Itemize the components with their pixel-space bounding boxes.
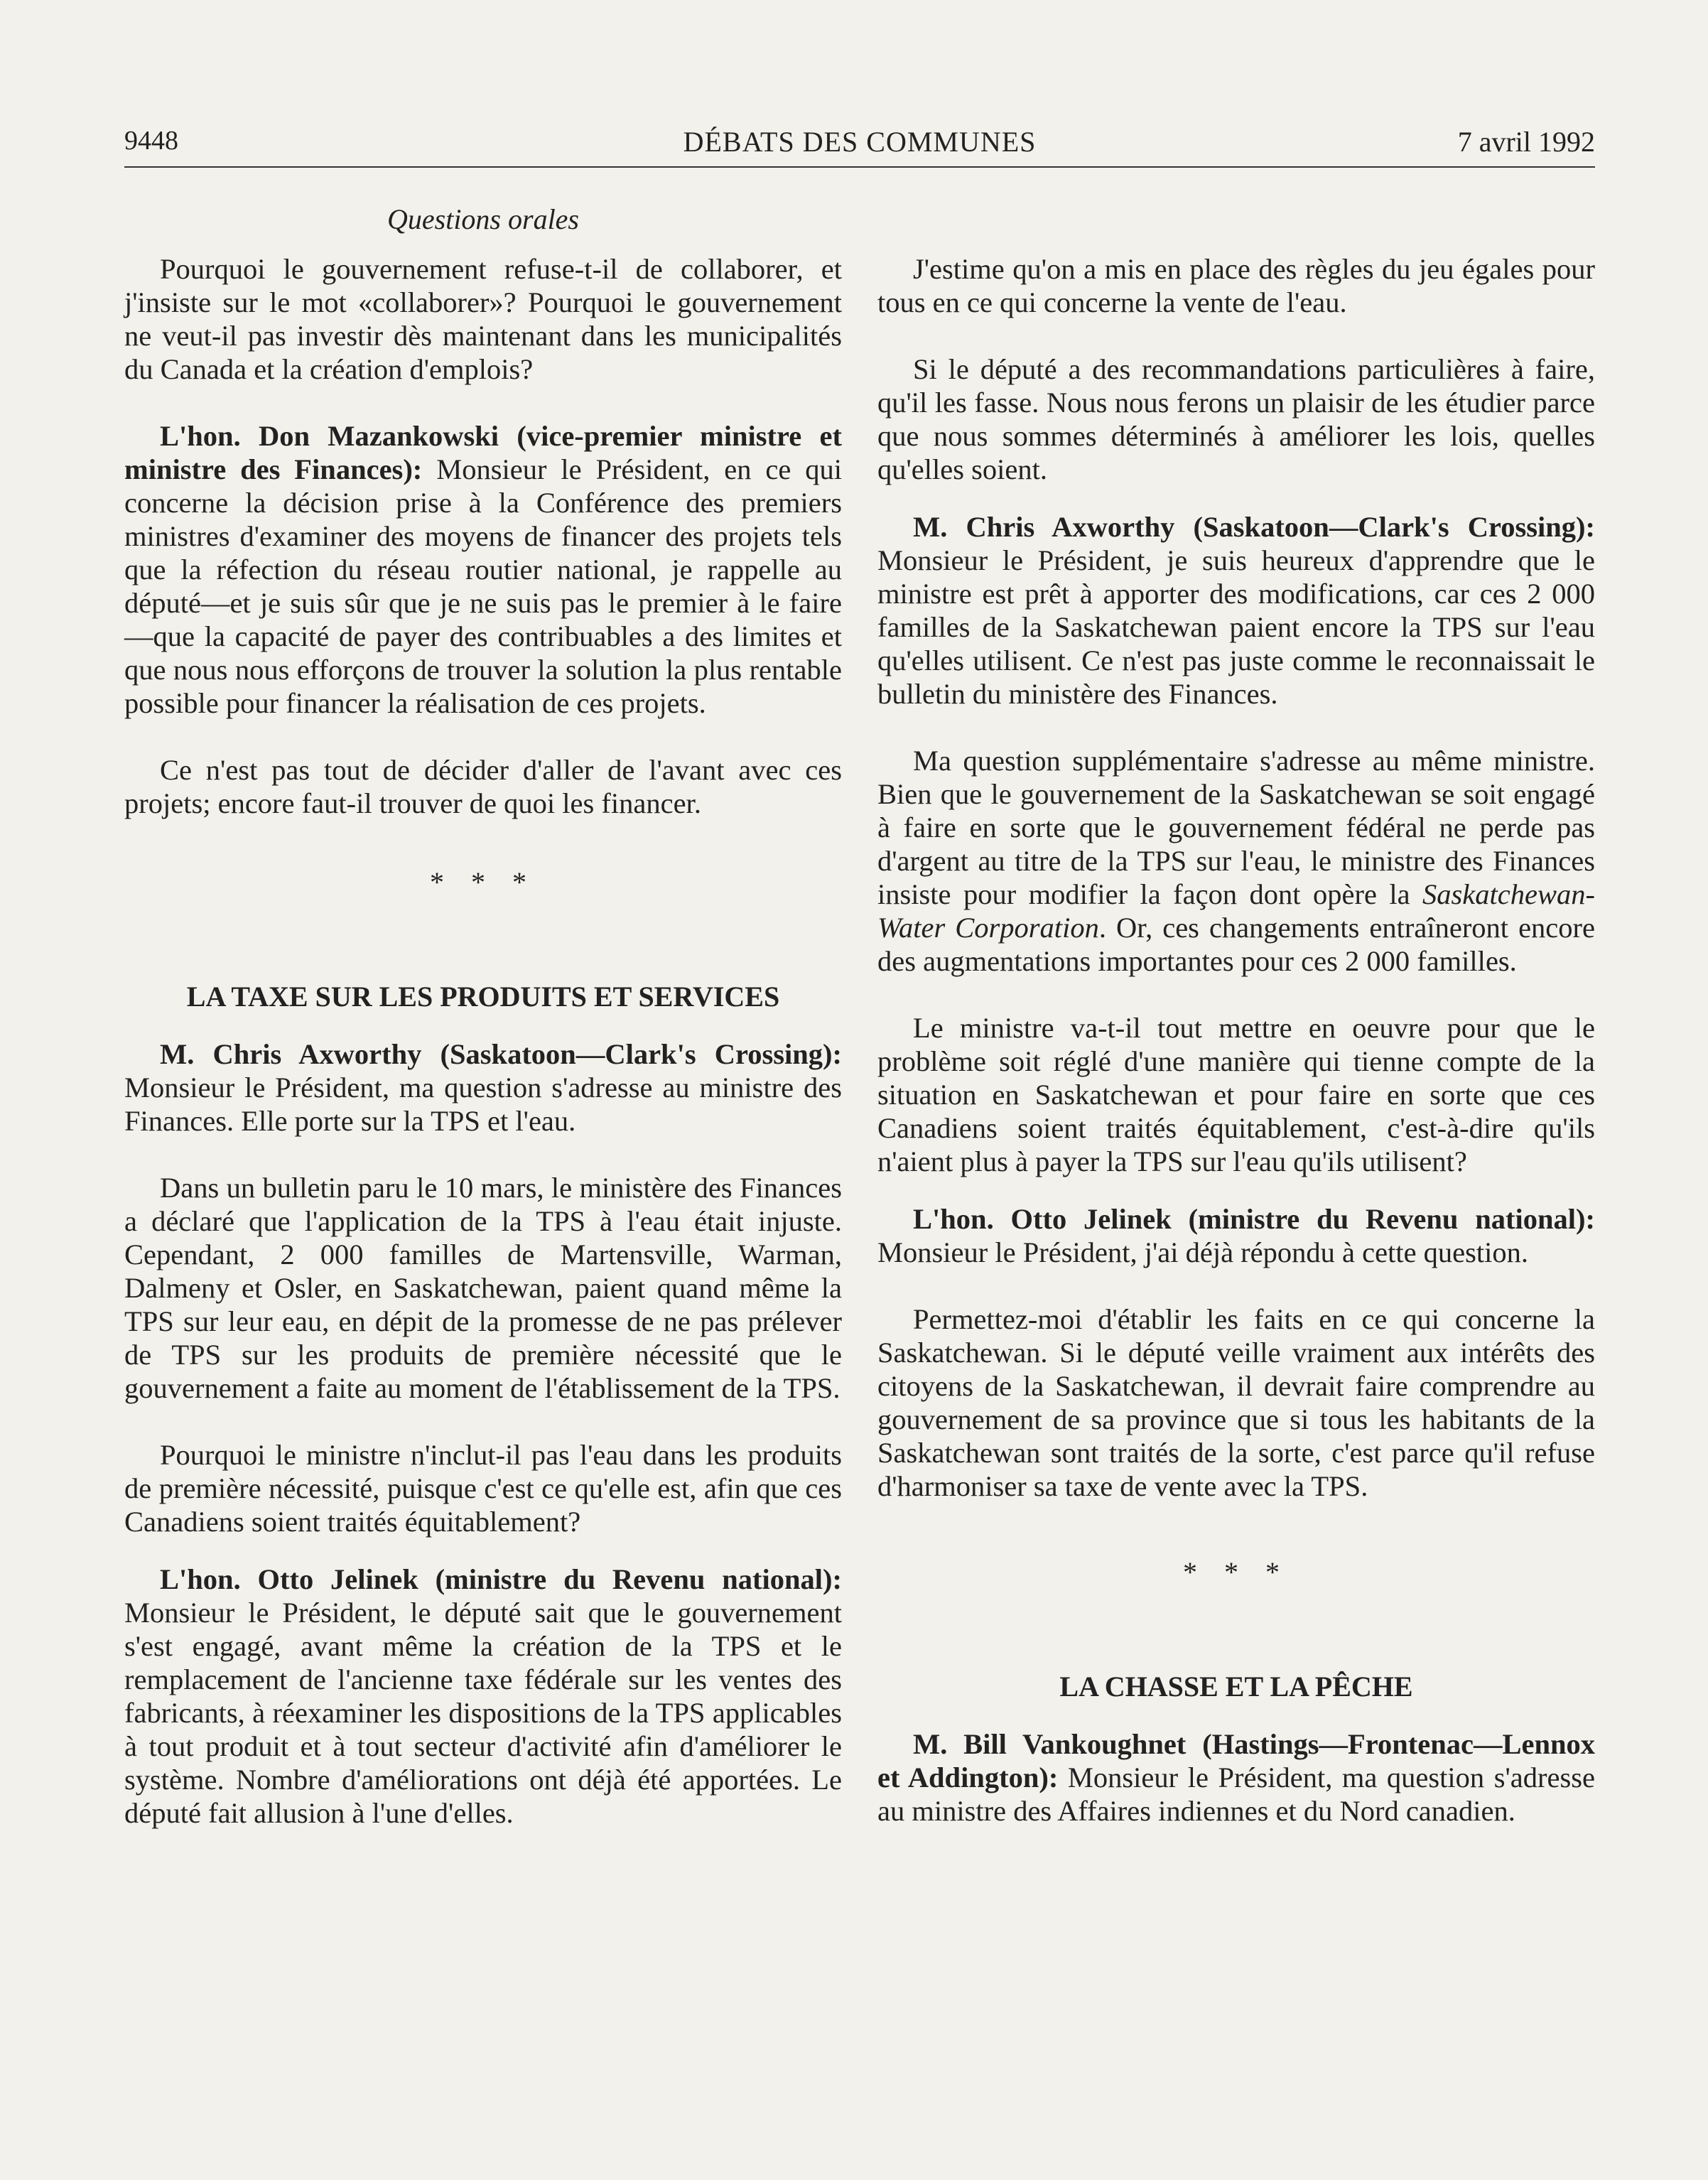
- page-number: 9448: [124, 126, 178, 156]
- speaker-name: M. Bill Vankoughnet (Hastings—Frontenac—Lennox et Addington):: [877, 1728, 1595, 1793]
- italic-run: Saskatchewan-Water Corporation: [877, 878, 1595, 944]
- speaker-name: L'hon. Don Mazankowski (vice-premier ministre et ministre des Finances):: [124, 420, 842, 485]
- paragraph: Pourquoi le gouvernement refuse-t-il de collaborer, et j'insiste sur le mot «collaborer»? Pourquoi le gouvernement ne veut-il pas investir dès maintenant dans les municipalités du Canada et la création d'emplois?: [124, 253, 842, 385]
- speech-paragraph: [124, 419, 842, 720]
- left-column: [124, 252, 842, 1830]
- paragraph: Permettez-moi d'établir les faits en ce qui concerne la Saskatchewan. Si le député veille vraiment aux intérêts des citoyens de la Saskatchewan, il devrait faire comprendre au gouvernement de sa province que si tous les habitants de la Saskatchewan sont traités de la sorte, c'est parce qu'il refuse d'harmoniser sa taxe de vente avec la TPS.: [877, 1303, 1595, 1502]
- section-separator: * * *: [1183, 1556, 1290, 1588]
- paragraph: Ce n'est pas tout de décider d'aller de l'avant avec ces projets; encore faut-il trouver de quoi les financer.: [124, 754, 842, 819]
- speech-paragraph: [877, 1202, 1595, 1269]
- header-rule: [124, 166, 1595, 168]
- section-separator: * * *: [430, 866, 536, 898]
- speech-paragraph: [877, 510, 1595, 711]
- speech-paragraph: [124, 1037, 842, 1138]
- speech-paragraph: [124, 1563, 842, 1830]
- speech-text: Monsieur le Président, le député sait que le gouvernement s'est engagé, avant même la création de la TPS et le remplacement de l'ancienne taxe fédérale sur les ventes des fabricants, à réexaminer les dispositions de la TPS applicables à tout produit et à tout secteur d'activité afin d'améliorer le système. Nombre d'améliorations ont déjà été apportées. Le député fait allusion à l'une d'elles.: [124, 1597, 842, 1829]
- speech-text: Monsieur le Président, j'ai déjà répondu à cette question.: [877, 1236, 1529, 1268]
- speaker-name: M. Chris Axworthy (Saskatoon—Clark's Crossing):: [913, 511, 1595, 543]
- text-run: . Or, ces changements entraîneront encore des augmentations importantes pour ces 2 000 familles.: [877, 912, 1595, 977]
- paragraph: [877, 744, 1595, 978]
- speech-paragraph: [877, 1727, 1595, 1828]
- section-heading: LA TAXE SUR LES PRODUITS ET SERVICES: [186, 981, 780, 1013]
- paragraph: Le ministre va-t-il tout mettre en oeuvre pour que le problème soit réglé d'une manière qui tienne compte de la situation en Saskatchewan et pour faire en sorte que ces Canadiens soient traités équitablement, c'est-à-dire qu'ils n'aient plus à payer la TPS sur l'eau qu'ils utilisent?: [877, 1012, 1595, 1177]
- page-header: [124, 125, 1595, 166]
- paragraph: Pourquoi le ministre n'inclut-il pas l'eau dans les produits de première nécessité, puisque c'est ce qu'elle est, afin que ces Canadiens soient traités équitablement?: [124, 1439, 842, 1538]
- page-date: 7 avril 1992: [1457, 126, 1595, 158]
- speech-text: Monsieur le Président, en ce qui concerne la décision prise à la Conférence des premiers ministres d'examiner des moyens de financer des projets tels que la réfection du réseau routier national, je rappelle au député—et je suis sûr que je ne suis pas le premier à le faire—que la capacité de payer des contribuables a des limites et que nous nous efforçons de trouver la solution la plus rentable possible pour financer la réalisation de ces projets.: [124, 453, 842, 719]
- publication-title: DÉBATS DES COMMUNES: [683, 126, 1037, 158]
- speech-text: Monsieur le Président, ma question s'adresse au ministre des Affaires indiennes et du Nord canadien.: [877, 1761, 1595, 1827]
- speech-text: Monsieur le Président, je suis heureux d'apprendre que le ministre est prêt à apporter des modifications, car ces 2 000 familles de la Saskatchewan paient encore la TPS sur l'eau qu'elles utilisent. Ce n'est pas juste comme le reconnaissait le bulletin du ministère des Finances.: [877, 544, 1595, 710]
- right-column: [877, 252, 1595, 1828]
- paragraph: Si le député a des recommandations particulières à faire, qu'il les fasse. Nous nous ferons un plaisir de les étudier parce que nous sommes déterminés à améliorer les lois, quelles qu'elles soient.: [877, 353, 1595, 485]
- paragraph: Dans un bulletin paru le 10 mars, le ministère des Finances a déclaré que l'application de la TPS à l'eau était injuste. Cependant, 2 000 familles de Martensville, Warman, Dalmeny et Osler, en Saskatchewan, paient quand même la TPS sur leur eau, en dépit de la promesse de ne pas prélever de TPS sur les produits de première nécessité que le gouvernement a faite au moment de l'établissement de la TPS.: [124, 1172, 842, 1404]
- paragraph: J'estime qu'on a mis en place des règles du jeu égales pour tous en ce qui concerne la vente de l'eau.: [877, 253, 1595, 318]
- text-run: Ma question supplémentaire s'adresse au même ministre. Bien que le gouvernement de la Saskatchewan se soit engagé à faire en sorte que le gouvernement fédéral ne perde pas d'argent au titre de la TPS sur l'eau, le ministre des Finances insiste pour modifier la façon dont opère la: [877, 745, 1595, 910]
- speaker-name: L'hon. Otto Jelinek (ministre du Revenu national):: [913, 1203, 1595, 1235]
- section-heading: LA CHASSE ET LA PÊCHE: [1059, 1671, 1413, 1703]
- speaker-name: L'hon. Otto Jelinek (ministre du Revenu national):: [160, 1563, 842, 1595]
- speech-text: Monsieur le Président, ma question s'adresse au ministre des Finances. Elle porte sur la TPS et l'eau.: [124, 1072, 842, 1137]
- section-label: Questions orales: [387, 203, 579, 235]
- speaker-name: M. Chris Axworthy (Saskatoon—Clark's Crossing):: [160, 1038, 842, 1070]
